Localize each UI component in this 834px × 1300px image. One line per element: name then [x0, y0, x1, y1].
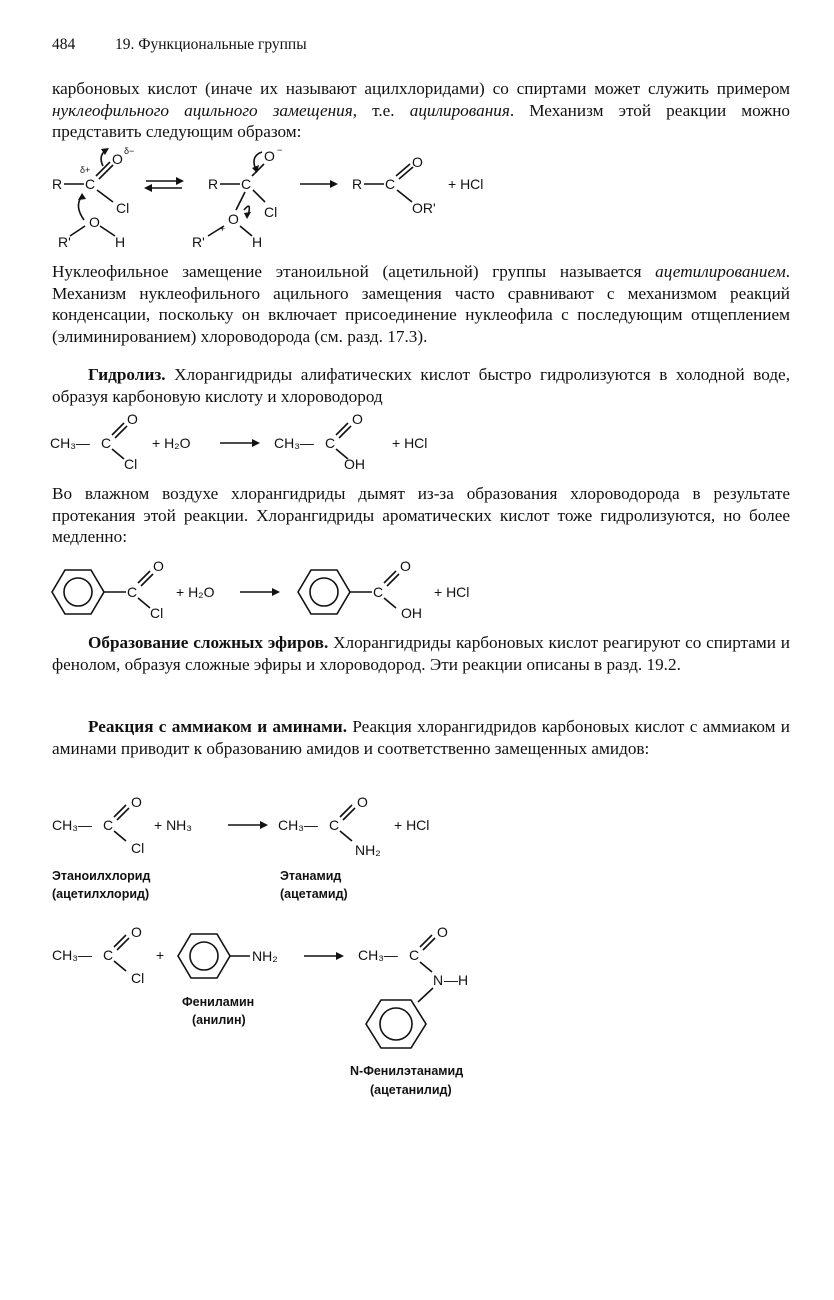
svg-text:C: C [373, 584, 384, 600]
svg-text:+ H₂O: + H₂O [176, 584, 215, 600]
svg-text:Cl: Cl [264, 204, 278, 220]
svg-text:Cl: Cl [131, 970, 145, 986]
svg-text:Этаноилхлорид: Этаноилхлорид [52, 869, 151, 883]
benzene-ring [178, 934, 230, 978]
paragraph-acetylation: Нуклеофильное замещение этаноильной (ацетильной) группы называется ацетилированием. Механизм нуклеофильного ацильного замещения часто сравнивают с механизмом реакций конденсации, поскольку он включает присоединение нуклеофила с последующим отщеплением (элиминированием) хлороводорода (см. разд. 17.3). [52, 262, 790, 346]
svg-text:CH₃—: CH₃— [50, 435, 90, 451]
svg-text:C: C [103, 947, 114, 963]
paragraph-intro: карбоновых кислот (иначе их называют ацилхлоридами) со спиртами может служить примером нуклеофильного ацильного замещения, т.е. ацилирования. Механизм этой реакции можно представить следующим образом: [52, 79, 790, 141]
scheme-mechanism [0, 140, 834, 260]
svg-text:+ H₂O: + H₂O [152, 435, 191, 451]
svg-text:NH₂: NH₂ [355, 842, 381, 858]
svg-text:OH: OH [401, 605, 422, 621]
mechanism-intermediate [192, 145, 282, 250]
svg-text:R: R [52, 176, 63, 192]
svg-text:Cl: Cl [124, 456, 138, 472]
mechanism-product [352, 154, 483, 216]
svg-text:C: C [325, 435, 336, 451]
svg-text:H: H [115, 234, 126, 250]
svg-text:δ+: δ+ [80, 165, 91, 175]
svg-text:CH₃—: CH₃— [274, 435, 314, 451]
svg-text:N: N [433, 972, 444, 988]
page-number: 484 [52, 36, 76, 53]
svg-text:C: C [127, 584, 138, 600]
svg-text:C: C [409, 947, 420, 963]
svg-text:OR': OR' [412, 200, 436, 216]
svg-text:C: C [241, 176, 252, 192]
svg-text:O: O [131, 794, 142, 810]
running-title: 19. Функциональные группы [115, 36, 307, 53]
svg-text:OH: OH [344, 456, 365, 472]
svg-text:Cl: Cl [131, 840, 145, 856]
paragraph-esters: Образование сложных эфиров. Хлорангидриды карбоновых кислот реагируют со спиртами и фенолом, образуя сложные эфиры и хлороводород. Эти реакции описаны в разд. 19.2. [52, 633, 790, 674]
svg-text:+: + [156, 947, 165, 963]
svg-text:Этанамид: Этанамид [280, 869, 342, 883]
svg-text:C: C [103, 817, 114, 833]
svg-text:Cl: Cl [116, 200, 130, 216]
svg-text:CH₃—: CH₃— [358, 947, 398, 963]
svg-text:R: R [352, 176, 363, 192]
svg-text:C: C [329, 817, 340, 833]
svg-text:CH₃—: CH₃— [278, 817, 318, 833]
svg-text:C: C [101, 435, 112, 451]
equilibrium-arrows [144, 177, 184, 192]
svg-text:N-Фенилэтанамид: N-Фенилэтанамид [350, 1064, 464, 1078]
svg-text:+ HCl: + HCl [392, 435, 428, 451]
svg-text:O: O [352, 411, 363, 427]
svg-text:CH₃—: CH₃— [52, 817, 92, 833]
svg-text:δ−: δ− [124, 146, 135, 156]
svg-text:O: O [131, 924, 142, 940]
svg-text:NH₂: NH₂ [252, 948, 278, 964]
svg-text:O: O [400, 558, 411, 574]
svg-text:O: O [153, 558, 164, 574]
svg-text:Cl: Cl [150, 605, 164, 621]
svg-text:O: O [264, 148, 275, 164]
paragraph-hydrolysis: Гидролиз. Хлорангидриды алифатических кислот быстро гидролизуются в холодной воде, образуя карбоновую кислоту и хлороводород [52, 365, 790, 406]
svg-text:O: O [437, 924, 448, 940]
scheme-aromatic-hydrolysis [0, 548, 834, 628]
svg-text:+ HCl: + HCl [448, 176, 484, 192]
svg-text:O: O [228, 211, 239, 227]
svg-text:H: H [252, 234, 263, 250]
svg-text:O: O [357, 794, 368, 810]
benzene-ring [298, 570, 350, 614]
svg-text:−: − [277, 145, 283, 155]
svg-text:O: O [127, 411, 138, 427]
benzene-ring [52, 570, 104, 614]
svg-text:C: C [85, 176, 96, 192]
svg-text:(анилин): (анилин) [192, 1013, 246, 1027]
svg-text:R': R' [58, 234, 71, 250]
svg-text:(ацетилхлорид): (ацетилхлорид) [52, 887, 150, 901]
paragraph-amines: Реакция с аммиаком и аминами. Реакция хлорангидридов карбоновых кислот с аммиаком и аминами приводит к образованию амидов и соответственно замещенных амидов: [52, 717, 790, 758]
scheme-aniline [0, 920, 834, 1100]
svg-text:O: O [412, 154, 423, 170]
svg-text:C: C [385, 176, 396, 192]
svg-text:R': R' [192, 234, 205, 250]
svg-text:O: O [112, 151, 123, 167]
svg-text:Фениламин: Фениламин [182, 995, 255, 1009]
paragraph-moist-air: Во влажном воздухе хлорангидриды дымят из-за образования хлороводорода в результате протекания этой реакции. Хлорангидриды ароматических кислот тоже гидролизуются, но более медленно: [52, 484, 790, 546]
svg-text:+ HCl: + HCl [434, 584, 470, 600]
svg-text:(ацетамид): (ацетамид) [280, 887, 348, 901]
svg-text:(ацетанилид): (ацетанилид) [370, 1083, 452, 1097]
svg-text:R: R [208, 176, 219, 192]
reaction-arrow [300, 180, 338, 188]
svg-text:O: O [89, 214, 100, 230]
scheme-hydrolysis [0, 405, 834, 475]
svg-text:—H: —H [444, 972, 469, 988]
scheme-ammonia [0, 790, 834, 910]
svg-text:+ NH₃: + NH₃ [154, 817, 192, 833]
svg-text:+: + [220, 224, 226, 234]
mechanism-reactant [52, 146, 134, 250]
svg-text:CH₃—: CH₃— [52, 947, 92, 963]
svg-text:+ HCl: + HCl [394, 817, 430, 833]
benzene-ring [366, 1000, 426, 1048]
